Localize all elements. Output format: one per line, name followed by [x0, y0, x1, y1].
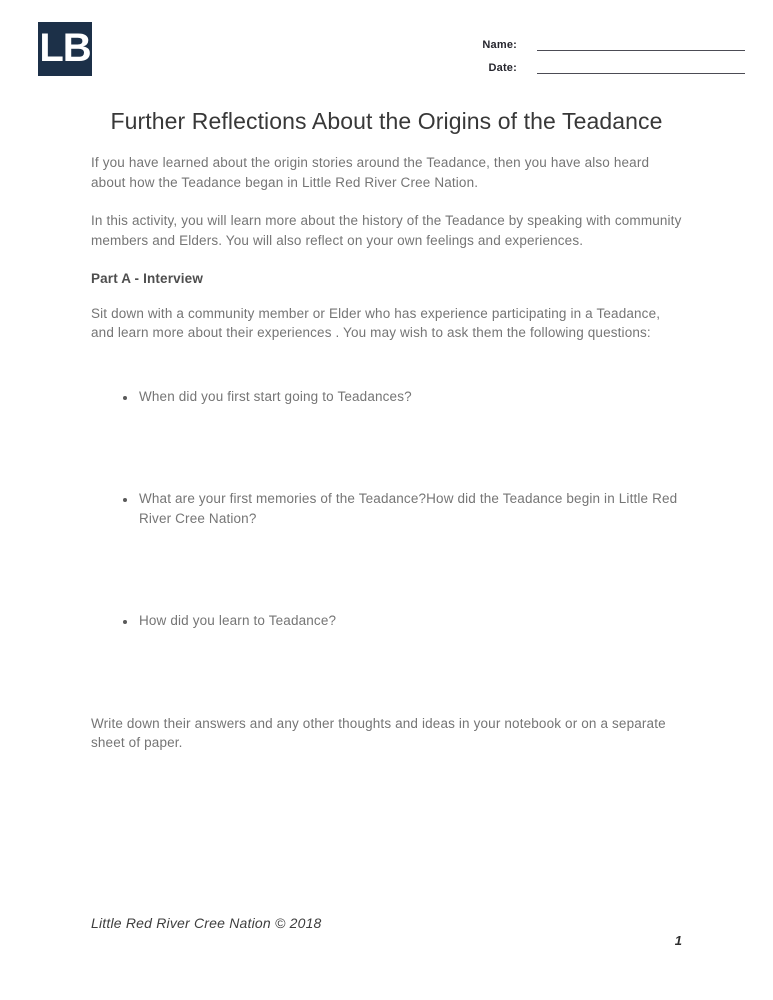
footer-copyright: Little Red River Cree Nation © 2018 [91, 915, 322, 931]
page-number: 1 [674, 933, 682, 948]
intro-paragraph-1: If you have learned about the origin stories around the Teadance, then you have also heard about how the Teadance began in Little Red River Cree Nation. [91, 155, 650, 190]
list-item: • What are your first memories of the Teadance?How did the Teadance begin in Little Red River Cree Nation? [137, 489, 683, 528]
section-intro-paragraph: Sit down with a community member or Elder who has experience participating in a Teadance, and learn more about their experiences . You may wish to ask them the following questions: [91, 305, 661, 340]
interview-question-list [91, 387, 683, 631]
date-blank-line [537, 64, 745, 74]
header-fields [415, 37, 745, 83]
date-label: Date: [488, 62, 517, 74]
list-item: • When did you first start going to Teadances? [137, 387, 683, 407]
name-blank-line [537, 41, 745, 51]
page-title: Further Reflections About the Origins of the Teadance [110, 108, 663, 134]
intro-paragraph-2: In this activity, you will learn more about the history of the Teadance by speaking with community members and Elders. You will also reflect on your own feelings and experiences. [91, 213, 682, 248]
name-label: Name: [482, 39, 517, 51]
section-heading-part-a: Part A - Interview [91, 271, 203, 286]
date-field-row [415, 60, 745, 74]
document-body [91, 153, 683, 753]
name-field-row [415, 37, 745, 51]
list-item: • How did you learn to Teadance? [137, 611, 683, 631]
closing-note: Write down their answers and any other thoughts and ideas in your notebook or on a separate sheet of paper. [91, 715, 666, 750]
lb-logo: LB [38, 22, 92, 76]
